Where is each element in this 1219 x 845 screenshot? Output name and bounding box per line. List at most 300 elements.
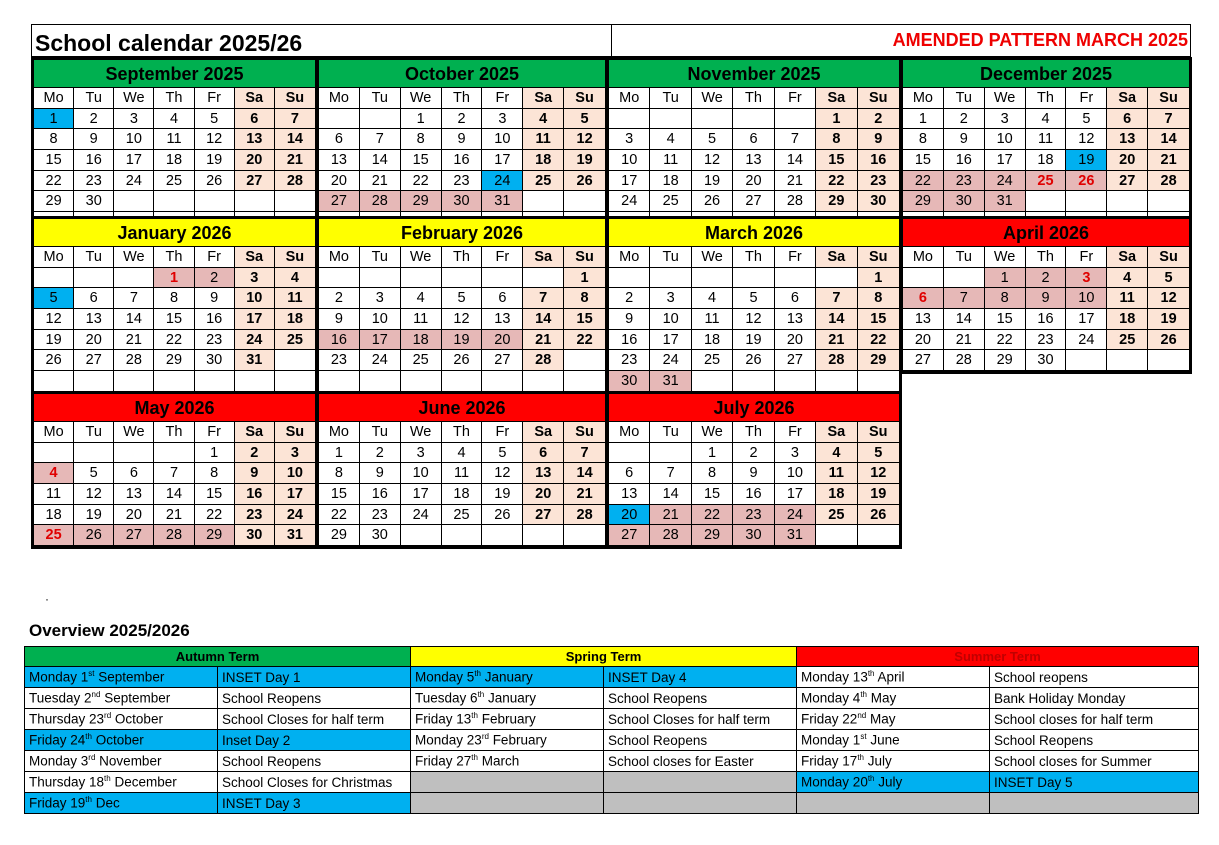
empty-cell — [275, 350, 315, 371]
day-cell: 24 — [401, 505, 442, 526]
day-cell: 3 — [482, 109, 523, 130]
day-cell: 7 — [114, 288, 154, 309]
month-day-grid — [319, 88, 605, 233]
event-cell — [604, 772, 797, 793]
day-cell: 19 — [1066, 150, 1107, 171]
day-cell: 31 — [235, 350, 275, 371]
empty-cell — [523, 371, 564, 392]
empty-cell — [816, 525, 857, 546]
weekday-header: Sa — [523, 422, 564, 443]
date-cell: Monday 3rd November — [25, 751, 218, 772]
empty-cell — [154, 443, 194, 464]
day-cell: 20 — [1107, 150, 1148, 171]
weekday-header: Fr — [195, 88, 235, 109]
day-cell: 18 — [692, 330, 733, 351]
day-cell: 21 — [944, 330, 985, 351]
day-cell: 6 — [74, 288, 114, 309]
day-cell: 16 — [1026, 309, 1067, 330]
day-cell: 4 — [401, 288, 442, 309]
day-cell: 29 — [692, 525, 733, 546]
day-cell: 14 — [1148, 129, 1189, 150]
empty-cell — [858, 525, 899, 546]
day-cell: 28 — [154, 525, 194, 546]
day-cell: 21 — [114, 330, 154, 351]
day-cell: 4 — [1107, 268, 1148, 289]
day-cell: 1 — [154, 268, 194, 289]
day-cell: 3 — [235, 268, 275, 289]
day-cell: 28 — [775, 191, 816, 212]
weekday-header: Fr — [482, 88, 523, 109]
day-cell: 10 — [360, 309, 401, 330]
day-cell: 5 — [692, 129, 733, 150]
day-cell: 8 — [34, 129, 74, 150]
date-cell: Friday 27th March — [411, 751, 604, 772]
day-cell: 10 — [482, 129, 523, 150]
day-cell: 13 — [319, 150, 360, 171]
day-cell: 12 — [858, 463, 899, 484]
day-cell: 19 — [442, 330, 483, 351]
date-cell: Monday 1st June — [797, 730, 990, 751]
day-cell: 3 — [650, 288, 691, 309]
day-cell: 27 — [903, 350, 944, 371]
day-cell: 25 — [34, 525, 74, 546]
empty-cell — [401, 371, 442, 392]
day-cell: 21 — [564, 484, 605, 505]
empty-cell — [733, 268, 774, 289]
day-cell: 14 — [564, 463, 605, 484]
weekday-header: Tu — [74, 422, 114, 443]
date-cell — [797, 793, 990, 814]
day-cell: 27 — [319, 191, 360, 212]
day-cell: 12 — [482, 463, 523, 484]
day-cell: 12 — [195, 129, 235, 150]
empty-cell — [1026, 191, 1067, 212]
table-row — [25, 667, 1199, 688]
day-cell: 23 — [609, 350, 650, 371]
day-cell: 29 — [985, 350, 1026, 371]
day-cell: 9 — [609, 309, 650, 330]
day-cell: 30 — [74, 191, 114, 212]
day-cell: 12 — [733, 309, 774, 330]
weekday-header: Th — [442, 422, 483, 443]
weekday-header: We — [114, 422, 154, 443]
empty-cell — [1066, 191, 1107, 212]
day-cell: 17 — [235, 309, 275, 330]
day-cell: 11 — [816, 463, 857, 484]
weekday-header: Sa — [816, 88, 857, 109]
day-cell: 7 — [523, 288, 564, 309]
day-cell: 14 — [775, 150, 816, 171]
event-cell: School Closes for half term — [218, 709, 411, 730]
month-header: December 2025 — [903, 60, 1189, 88]
day-cell: 2 — [235, 443, 275, 464]
day-cell: 15 — [154, 309, 194, 330]
weekday-header: Sa — [235, 88, 275, 109]
day-cell: 23 — [858, 171, 899, 192]
day-cell: 5 — [1066, 109, 1107, 130]
day-cell: 10 — [775, 463, 816, 484]
day-cell: 12 — [1066, 129, 1107, 150]
weekday-header: Su — [858, 247, 899, 268]
day-cell: 5 — [564, 109, 605, 130]
day-cell: 26 — [1066, 171, 1107, 192]
day-cell: 11 — [1107, 288, 1148, 309]
day-cell: 16 — [360, 484, 401, 505]
date-cell: Tuesday 6th January — [411, 688, 604, 709]
day-cell: 27 — [523, 505, 564, 526]
day-cell: 21 — [275, 150, 315, 171]
weekday-header: Th — [733, 88, 774, 109]
day-cell: 12 — [564, 129, 605, 150]
month-june-2026 — [316, 391, 608, 549]
day-cell: 18 — [816, 484, 857, 505]
empty-cell — [401, 268, 442, 289]
empty-cell — [692, 268, 733, 289]
month-day-grid — [609, 422, 899, 546]
date-cell: Friday 22nd May — [797, 709, 990, 730]
day-cell: 18 — [442, 484, 483, 505]
empty-cell — [442, 371, 483, 392]
empty-cell — [775, 109, 816, 130]
weekday-header: Tu — [944, 247, 985, 268]
event-cell: School closes for Summer — [990, 751, 1199, 772]
empty-cell — [154, 191, 194, 212]
day-cell: 23 — [733, 505, 774, 526]
day-cell: 22 — [195, 505, 235, 526]
table-row — [25, 793, 1199, 814]
day-cell: 27 — [235, 171, 275, 192]
day-cell: 10 — [609, 150, 650, 171]
month-july-2026 — [606, 391, 902, 549]
weekday-header: We — [692, 88, 733, 109]
weekday-header: Th — [733, 247, 774, 268]
day-cell: 4 — [650, 129, 691, 150]
weekday-header: Tu — [944, 88, 985, 109]
month-header: November 2025 — [609, 60, 899, 88]
weekday-header: Tu — [650, 88, 691, 109]
event-cell: School closes for half term — [990, 709, 1199, 730]
day-cell: 12 — [1148, 288, 1189, 309]
day-cell: 21 — [154, 505, 194, 526]
day-cell: 9 — [360, 463, 401, 484]
month-day-grid — [609, 247, 899, 392]
day-cell: 28 — [564, 505, 605, 526]
month-header: January 2026 — [34, 219, 315, 247]
empty-cell — [523, 268, 564, 289]
empty-cell — [114, 191, 154, 212]
day-cell: 26 — [733, 350, 774, 371]
day-cell: 6 — [733, 129, 774, 150]
day-cell: 28 — [816, 350, 857, 371]
day-cell: 11 — [275, 288, 315, 309]
day-cell: 20 — [775, 330, 816, 351]
weekday-header: Th — [154, 422, 194, 443]
day-cell: 25 — [1026, 171, 1067, 192]
day-cell: 21 — [523, 330, 564, 351]
empty-cell — [692, 109, 733, 130]
day-cell: 6 — [903, 288, 944, 309]
weekday-header: Mo — [609, 247, 650, 268]
month-header: May 2026 — [34, 394, 315, 422]
day-cell: 27 — [114, 525, 154, 546]
event-cell: School Reopens — [604, 688, 797, 709]
day-cell: 13 — [74, 309, 114, 330]
day-cell: 20 — [482, 330, 523, 351]
month-header: September 2025 — [34, 60, 315, 88]
day-cell: 6 — [482, 288, 523, 309]
day-cell: 25 — [401, 350, 442, 371]
day-cell: 22 — [692, 505, 733, 526]
event-cell: INSET Day 3 — [218, 793, 411, 814]
weekday-header: Mo — [319, 88, 360, 109]
day-cell: 7 — [775, 129, 816, 150]
month-april-2026 — [900, 216, 1192, 374]
day-cell: 7 — [564, 443, 605, 464]
day-cell: 9 — [944, 129, 985, 150]
weekday-header: Th — [1026, 247, 1067, 268]
day-cell: 21 — [650, 505, 691, 526]
empty-cell — [816, 371, 857, 392]
date-cell: Monday 23rd February — [411, 730, 604, 751]
day-cell: 1 — [858, 268, 899, 289]
empty-cell — [114, 371, 154, 392]
table-row — [25, 688, 1199, 709]
day-cell: 4 — [1026, 109, 1067, 130]
date-cell: Thursday 23rd October — [25, 709, 218, 730]
day-cell: 10 — [650, 309, 691, 330]
empty-cell — [523, 525, 564, 546]
weekday-header: Th — [442, 88, 483, 109]
day-cell: 9 — [442, 129, 483, 150]
weekday-header: We — [401, 247, 442, 268]
day-cell: 30 — [360, 525, 401, 546]
day-cell: 11 — [650, 150, 691, 171]
weekday-header: Sa — [1107, 247, 1148, 268]
date-cell: Friday 17th July — [797, 751, 990, 772]
weekday-header: Su — [858, 88, 899, 109]
day-cell: 6 — [523, 443, 564, 464]
day-cell: 10 — [114, 129, 154, 150]
event-cell: Inset Day 2 — [218, 730, 411, 751]
weekday-header: Fr — [195, 247, 235, 268]
empty-cell — [319, 109, 360, 130]
day-cell: 1 — [195, 443, 235, 464]
day-cell: 29 — [34, 191, 74, 212]
day-cell: 30 — [235, 525, 275, 546]
weekday-header: Fr — [775, 422, 816, 443]
empty-cell — [74, 371, 114, 392]
date-cell: Monday 1st September — [25, 667, 218, 688]
day-cell: 2 — [609, 288, 650, 309]
day-cell: 16 — [944, 150, 985, 171]
title-bar — [31, 24, 1191, 57]
day-cell: 19 — [733, 330, 774, 351]
empty-cell — [775, 268, 816, 289]
weekday-header: We — [401, 88, 442, 109]
weekday-header: Tu — [360, 422, 401, 443]
month-header: March 2026 — [609, 219, 899, 247]
day-cell: 3 — [360, 288, 401, 309]
day-cell: 19 — [1148, 309, 1189, 330]
weekday-header: Mo — [903, 247, 944, 268]
day-cell: 20 — [74, 330, 114, 351]
day-cell: 13 — [903, 309, 944, 330]
day-cell: 30 — [858, 191, 899, 212]
weekday-header: Tu — [74, 247, 114, 268]
weekday-header: We — [985, 88, 1026, 109]
day-cell: 13 — [482, 309, 523, 330]
empty-cell — [114, 268, 154, 289]
weekday-header: Su — [858, 422, 899, 443]
month-header: February 2026 — [319, 219, 605, 247]
empty-cell — [74, 268, 114, 289]
day-cell: 23 — [360, 505, 401, 526]
day-cell: 23 — [442, 171, 483, 192]
empty-cell — [650, 109, 691, 130]
day-cell: 8 — [154, 288, 194, 309]
day-cell: 8 — [858, 288, 899, 309]
day-cell: 2 — [733, 443, 774, 464]
empty-cell — [360, 109, 401, 130]
empty-cell — [564, 525, 605, 546]
day-cell: 4 — [816, 443, 857, 464]
day-cell: 24 — [650, 350, 691, 371]
weekday-header: Fr — [1066, 247, 1107, 268]
day-cell: 1 — [319, 443, 360, 464]
day-cell: 13 — [523, 463, 564, 484]
day-cell: 4 — [523, 109, 564, 130]
month-february-2026 — [316, 216, 608, 395]
date-cell: Monday 5th January — [411, 667, 604, 688]
month-header: July 2026 — [609, 394, 899, 422]
weekday-header: Mo — [34, 422, 74, 443]
weekday-header: We — [401, 422, 442, 443]
empty-cell — [775, 371, 816, 392]
empty-cell — [195, 371, 235, 392]
day-cell: 24 — [114, 171, 154, 192]
day-cell: 24 — [985, 171, 1026, 192]
day-cell: 13 — [114, 484, 154, 505]
table-row — [25, 730, 1199, 751]
month-october-2025 — [316, 57, 608, 236]
day-cell: 7 — [1148, 109, 1189, 130]
weekday-header: Su — [275, 88, 315, 109]
month-day-grid — [903, 88, 1189, 233]
table-row — [25, 751, 1199, 772]
day-cell: 17 — [650, 330, 691, 351]
day-cell: 9 — [1026, 288, 1067, 309]
day-cell: 17 — [609, 171, 650, 192]
empty-cell — [733, 109, 774, 130]
empty-cell — [944, 268, 985, 289]
empty-cell — [319, 371, 360, 392]
weekday-header: Su — [275, 422, 315, 443]
day-cell: 13 — [235, 129, 275, 150]
day-cell: 20 — [523, 484, 564, 505]
weekday-header: Tu — [360, 88, 401, 109]
weekday-header: We — [692, 422, 733, 443]
month-header: October 2025 — [319, 60, 605, 88]
day-cell: 15 — [34, 150, 74, 171]
day-cell: 5 — [858, 443, 899, 464]
day-cell: 19 — [858, 484, 899, 505]
day-cell: 17 — [775, 484, 816, 505]
day-cell: 22 — [816, 171, 857, 192]
term-header-row — [25, 647, 1199, 667]
day-cell: 8 — [195, 463, 235, 484]
date-cell: Thursday 18th December — [25, 772, 218, 793]
day-cell: 17 — [401, 484, 442, 505]
day-cell: 24 — [275, 505, 315, 526]
weekday-header: Tu — [74, 88, 114, 109]
weekday-header: Su — [564, 422, 605, 443]
event-cell: School Reopens — [604, 730, 797, 751]
month-september-2025 — [31, 57, 318, 236]
month-day-grid — [34, 88, 315, 233]
day-cell: 9 — [235, 463, 275, 484]
day-cell: 22 — [985, 330, 1026, 351]
empty-cell — [523, 191, 564, 212]
day-cell: 19 — [74, 505, 114, 526]
empty-cell — [858, 371, 899, 392]
day-cell: 3 — [275, 443, 315, 464]
empty-cell — [1148, 191, 1189, 212]
day-cell: 28 — [650, 525, 691, 546]
day-cell: 31 — [985, 191, 1026, 212]
day-cell: 23 — [944, 171, 985, 192]
empty-cell — [360, 371, 401, 392]
day-cell: 3 — [985, 109, 1026, 130]
day-cell: 15 — [692, 484, 733, 505]
day-cell: 18 — [523, 150, 564, 171]
day-cell: 5 — [1148, 268, 1189, 289]
weekday-header: We — [692, 247, 733, 268]
day-cell: 6 — [235, 109, 275, 130]
day-cell: 12 — [34, 309, 74, 330]
day-cell: 1 — [903, 109, 944, 130]
day-cell: 10 — [275, 463, 315, 484]
empty-cell — [34, 443, 74, 464]
empty-cell — [235, 371, 275, 392]
day-cell: 20 — [319, 171, 360, 192]
day-cell: 13 — [609, 484, 650, 505]
day-cell: 2 — [74, 109, 114, 130]
day-cell: 1 — [564, 268, 605, 289]
day-cell: 4 — [275, 268, 315, 289]
day-cell: 7 — [275, 109, 315, 130]
day-cell: 5 — [442, 288, 483, 309]
day-cell: 21 — [816, 330, 857, 351]
day-cell: 3 — [401, 443, 442, 464]
amended-note: AMENDED PATTERN MARCH 2025 — [892, 30, 1188, 50]
empty-cell — [816, 268, 857, 289]
day-cell: 2 — [319, 288, 360, 309]
day-cell: 9 — [858, 129, 899, 150]
day-cell: 28 — [1148, 171, 1189, 192]
weekday-header: Mo — [319, 247, 360, 268]
term-header: Autumn Term — [25, 647, 411, 667]
day-cell: 29 — [319, 525, 360, 546]
weekday-header: Fr — [482, 422, 523, 443]
event-cell: School Closes for Christmas — [218, 772, 411, 793]
day-cell: 7 — [650, 463, 691, 484]
day-cell: 22 — [401, 171, 442, 192]
day-cell: 11 — [523, 129, 564, 150]
day-cell: 20 — [609, 505, 650, 526]
day-cell: 18 — [650, 171, 691, 192]
weekday-header: Su — [564, 247, 605, 268]
empty-cell — [1107, 350, 1148, 371]
